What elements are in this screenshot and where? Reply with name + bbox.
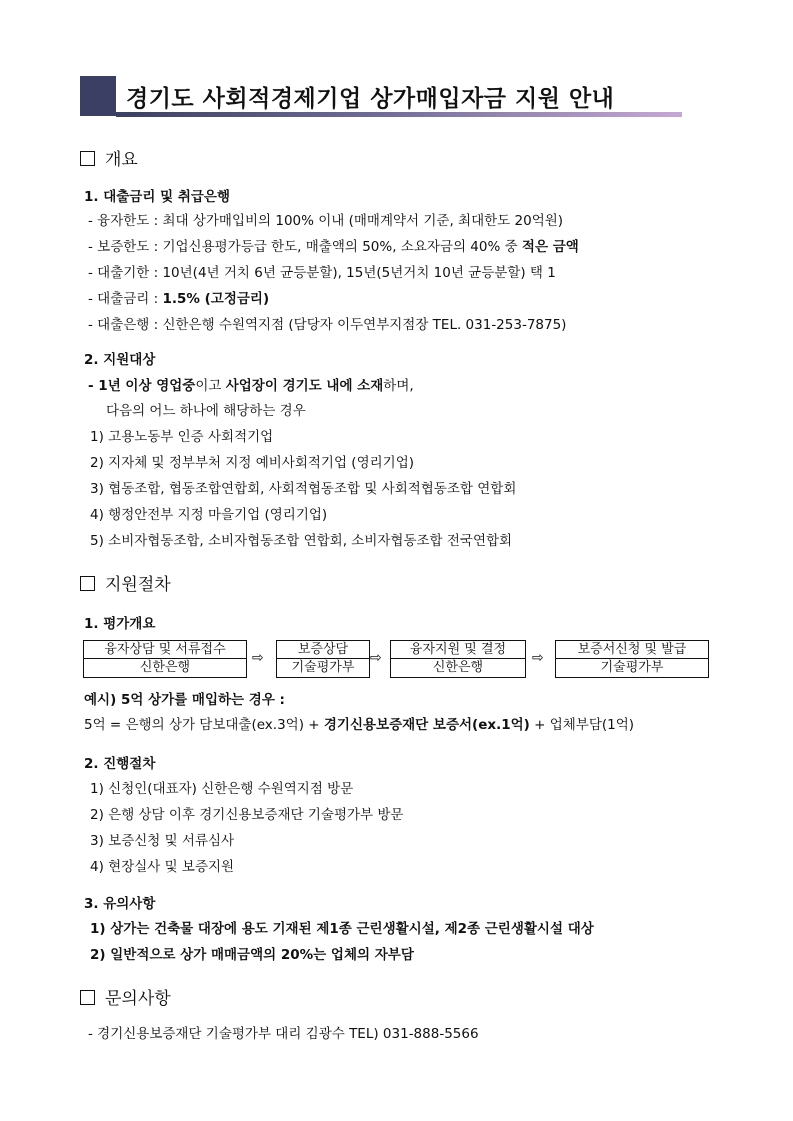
example-title: 예시) 5억 상가를 매입하는 경우 :	[84, 692, 285, 708]
target-condition-text-2: 하며,	[383, 378, 414, 394]
target-condition-bold-1: - 1년 이상 영업중	[88, 378, 196, 394]
subsection-process-title: 2. 진행절차	[84, 756, 156, 772]
list-item: 4) 행정안전부 지정 마을기업 (영리기업)	[90, 507, 328, 523]
flow-step-1	[83, 640, 247, 678]
loan-rate-text: - 대출금리 :	[88, 291, 163, 307]
flow-step-2-top: 보증상담	[277, 641, 369, 659]
page-title: 경기도 사회적경제기업 상가매입자금 지원 안내	[126, 86, 615, 112]
flow-step-4-bottom: 기술평가부	[600, 660, 664, 675]
list-item: 3) 보증신청 및 서류심사	[90, 833, 235, 849]
list-item: 5) 소비자협동조합, 소비자협동조합 연합회, 소비자협동조합 전국연합회	[90, 533, 513, 549]
loan-rate-line	[88, 287, 269, 307]
guarantee-limit-bold: 적은 금액	[521, 239, 579, 255]
list-item: 1) 상가는 건축물 대장에 용도 기재된 제1종 근린생활시설, 제2종 근린생활시설 대상	[90, 921, 594, 937]
subsection-loan-rate-title: 1. 대출금리 및 취급은행	[84, 189, 230, 205]
list-item: 3) 협동조합, 협동조합연합회, 사회적협동조합 및 사회적협동조합 연합회	[90, 481, 517, 497]
title-underline	[116, 112, 682, 117]
flow-step-3-top: 융자지원 및 결정	[391, 641, 525, 659]
checkbox-square-icon	[80, 151, 95, 166]
example-text-post: + 업체부담(1억)	[529, 717, 635, 733]
checkbox-square-icon	[80, 576, 95, 591]
list-item: 1) 고용노동부 인증 사회적기업	[90, 429, 274, 445]
flow-step-1-bottom: 신한은행	[139, 660, 191, 675]
arrow-right-icon: ⇨	[370, 650, 382, 666]
subsection-notes-title: 3. 유의사항	[84, 896, 156, 912]
section-overview-label: 개요	[105, 150, 138, 170]
loan-bank-text: - 대출은행 : 신한은행 수원역지점 (담당자 이두연부지점장 TEL. 031-253-7875)	[88, 317, 567, 333]
subsection-target-title: 2. 지원대상	[84, 352, 156, 368]
list-item: 1) 신청인(대표자) 신한은행 수원역지점 방문	[90, 781, 354, 797]
list-item: 2) 은행 상담 이후 경기신용보증재단 기술평가부 방문	[90, 807, 404, 823]
section-contact-label: 문의사항	[105, 989, 171, 1009]
target-condition-line-2: 다음의 어느 하나에 해당하는 경우	[106, 403, 306, 419]
list-item: 2) 일반적으로 상가 매매금액의 20%는 업체의 자부담	[90, 947, 414, 963]
list-item: 2) 지자체 및 정부부처 지정 예비사회적기업 (영리기업)	[90, 455, 414, 471]
contact-line: - 경기신용보증재단 기술평가부 대리 김광수 TEL) 031-888-5566	[88, 1026, 479, 1042]
loan-rate-bold: 1.5% (고정금리)	[162, 291, 270, 307]
arrow-right-icon: ⇨	[532, 650, 544, 666]
flow-step-3	[390, 640, 526, 678]
target-condition-text-1: 이고	[195, 378, 226, 394]
target-condition-line	[88, 374, 414, 394]
flow-step-1-top: 융자상담 및 서류접수	[84, 641, 246, 659]
example-text-bold: 경기신용보증재단 보증서(ex.1억)	[323, 717, 530, 733]
flow-step-2-bottom: 기술평가부	[291, 660, 355, 675]
flow-step-4	[555, 640, 709, 678]
title-accent-block	[80, 76, 116, 116]
loan-limit-line	[88, 209, 563, 229]
example-text-pre: 5억 = 은행의 상가 담보대출(ex.3억) +	[84, 717, 324, 733]
checkbox-square-icon	[80, 990, 95, 1005]
example-line	[84, 713, 634, 733]
guarantee-limit-text: - 보증한도 : 기업신용평가등급 한도, 매출액의 50%, 소요자금의 40% 중	[88, 239, 522, 255]
title-banner	[80, 76, 682, 116]
arrow-right-icon: ⇨	[252, 650, 264, 666]
loan-bank-line	[88, 313, 566, 333]
section-overview-heading	[80, 145, 138, 170]
section-contact-heading	[80, 984, 171, 1009]
section-procedure-label: 지원절차	[105, 575, 171, 595]
subsection-evaluation-title: 1. 평가개요	[84, 616, 156, 632]
list-item: 4) 현장실사 및 보증지원	[90, 859, 235, 875]
flow-step-2	[276, 640, 370, 678]
target-condition-bold-2: 사업장이 경기도 내에 소재	[225, 378, 384, 394]
loan-term-line	[88, 261, 556, 281]
guarantee-limit-line	[88, 235, 579, 255]
loan-term-text: - 대출기한 : 10년(4년 거치 6년 균등분할), 15년(5년거치 10년 균등분할) 택 1	[88, 265, 556, 281]
section-procedure-heading	[80, 570, 171, 595]
flow-step-3-bottom: 신한은행	[432, 660, 484, 675]
flow-step-4-top: 보증서신청 및 발급	[556, 641, 708, 659]
loan-limit-text: - 융자한도 : 최대 상가매입비의 100% 이내 (매매계약서 기준, 최대한도 20억원)	[88, 213, 564, 229]
